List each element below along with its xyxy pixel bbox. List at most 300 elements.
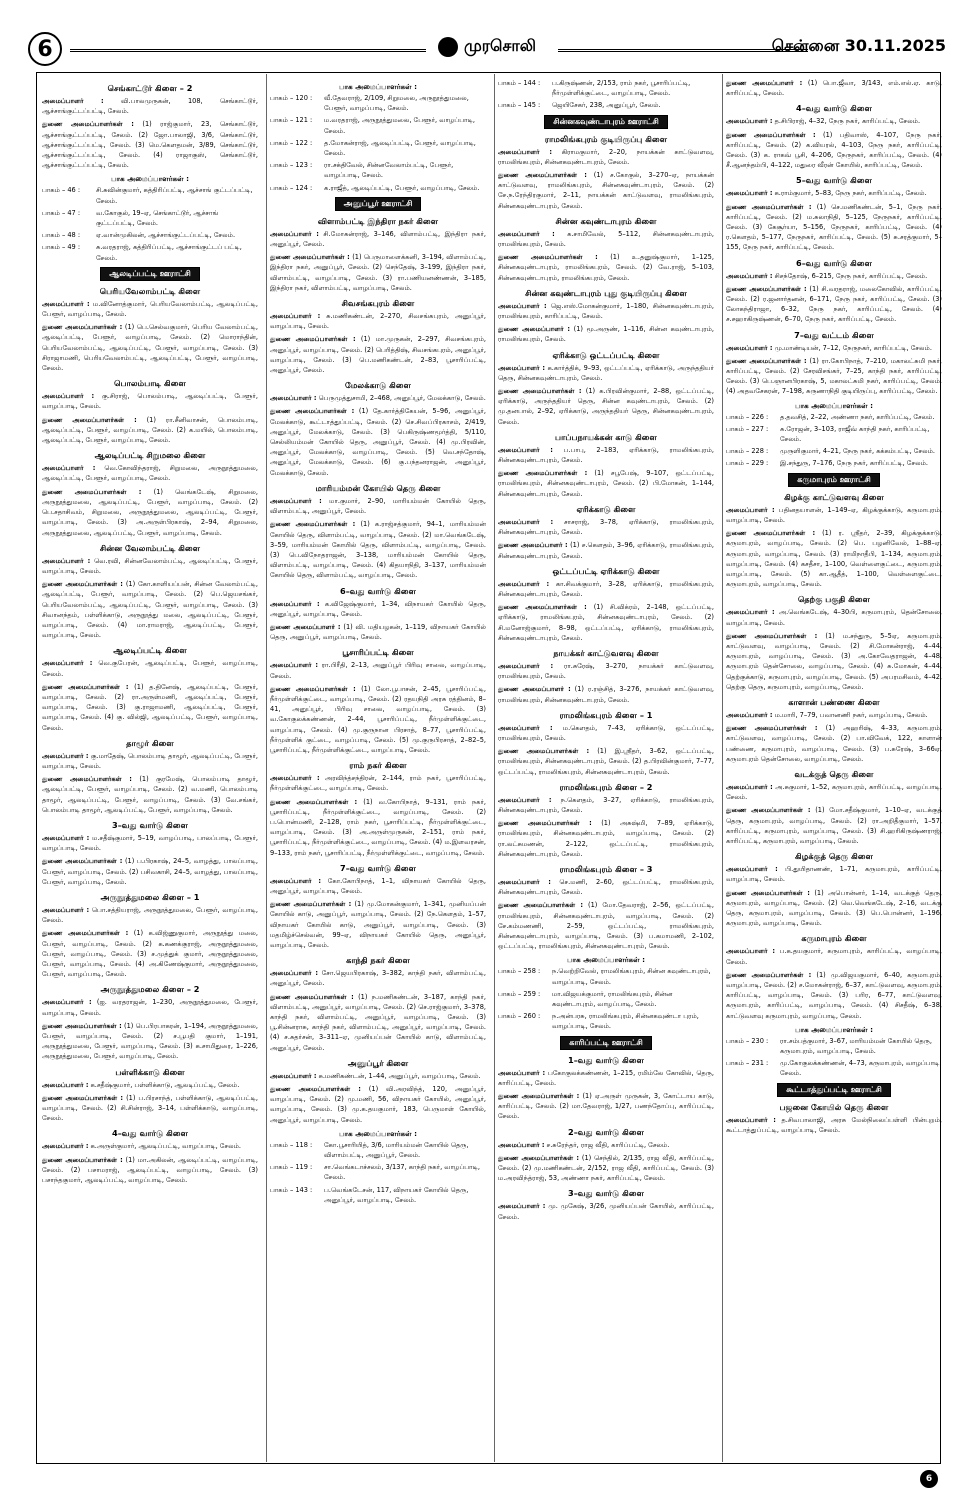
booth-number: பாகம் – 122 : (270, 138, 313, 147)
role-label: துணை அமைப்பாளர்கள் : (42, 415, 137, 424)
booth-details: த.மோகன்ராஜ், ஆலடிப்பட்டி, பேளூர், வாழப்பாடி, சேலம். (324, 138, 476, 158)
subheading: பாக அமைப்பாளர்கள் : (795, 1024, 873, 1034)
role-label: அமைப்பாளர் : (42, 556, 91, 565)
booth-details: ஜெயிசேகர், 238, அனுப்பூர், சேலம். (552, 101, 661, 110)
member-details: கோ.கோபிநாத், 1–1, விநாயகர் கோயில் தெரு, அனுப்பூர், வாழப்பாடி, சேலம். (270, 876, 486, 895)
booth-details: சு.ரோஜன், 3–103, ராஜீவ் காந்தி நகர், காரிப்பட்டி, சேலம். (780, 424, 930, 444)
member-details: பொ.சத்தியராஜ், அருநூத்துமலை, பேளூர், வாழப்பாடி, சேலம். (42, 905, 258, 925)
role-label: துணை அமைப்பாளர்கள் : (726, 284, 807, 293)
booth-entry (498, 989, 714, 1009)
member-details: (1) ரா.சீனிவாசன், பொலம்பாடி, ஆலடிப்பட்டி, பேளூர், வாழப்பாடி, சேலம். (2) க.மயில், பொலம்பாடி, ஆலடிப்பட்டி, பேளூர், வாழப்பாடி, சேலம். (42, 415, 258, 445)
booth-details: ப.கிருஷ்ணன், 2/153, ராம் நகர், பூசாரிப்பட்டி, நீர்முள்ளிக்குட்டை, வாழப்பாடி, சேலம். (552, 79, 691, 98)
booth-number: பாகம் – 226 : (726, 412, 769, 421)
subheading: பாக அமைப்பாளர்கள் : (111, 174, 189, 184)
member-details: (1) உ.தனுஷ்குமார், 1–125, சின்னகவுண்டாபுரம், ராமலிங்கபுரம், சேலம். (2) வே.ராஜ், 5–103, சின்னகவுண்டாபுரம், ராமலிங்கபுரம், சேலம். (498, 253, 714, 282)
masthead-rule-left (70, 49, 426, 52)
role-label: அமைப்பாளர் : (726, 189, 773, 198)
role-label: அமைப்பாளர் : (270, 229, 319, 238)
member-paragraph (42, 751, 258, 771)
member-details: பி.துயிதாணண், 1–71, கருமாபுரம், காரிப்பட்டி, வாழப்பாடி, சேலம். (726, 865, 942, 884)
role-label: அமைப்பாளர் : (42, 1080, 89, 1089)
role-label: துணை அமைப்பாளர் : (726, 79, 803, 87)
panchayat-banner: ஆலடிப்பட்டி ஊராட்சி (100, 267, 200, 281)
footer-page-number: 6 (920, 1470, 938, 1488)
branch-title: கருமாபுரம் கிளை (801, 933, 867, 944)
member-details: கு.சிராஜ், பொலம்பாடி, ஆலடிப்பட்டி, பேளூர், வாழப்பாடி, சேலம். (42, 392, 258, 411)
booth-number: பாகம் – 145 : (498, 101, 541, 110)
member-paragraph (42, 1093, 258, 1124)
member-details: (1) ப.பிரசாந்த், பள்ளிக்காடு, ஆலடிப்பட்டி, வாழப்பாடி, சேலம். (2) சி.சின்ராஜ், 3–14, பள்ளிக்காடு, வாழப்பாடி, சேலம். (42, 1093, 258, 1123)
branch-title: ஏரிக்காடு கிளை (576, 503, 636, 514)
role-label: துணை அமைப்பாளர்கள் : (726, 356, 807, 365)
branch-title: 5–வது வார்டு கிளை (796, 175, 872, 186)
member-details: (1) வெங்கடேஷ், சிறுமலை, அருநூத்துமலை, ஆலடிப்பட்டி, பேளூர், வாழப்பாடி, சேலம். (2) பெ.சதாசிவம், சிறுமலை, அருநூத்துமலை, ஆலடிப்பட்டி, பேளூர், வாழப்பாடி, சேலம். (3) அ.அருள்பிரகாஷ், 2–94, சிறுமலை, அருநூத்துமலை, ஆலடிப்பட்டி, பேளூர், வாழப்பாடி, சேலம். (42, 487, 258, 537)
booth-number: பாகம் – 259 : (498, 989, 541, 998)
member-paragraph (498, 795, 714, 815)
booth-details: ரா.சக்திவேல், சின்னவேலாம்பட்டி, பேளூர், வாழப்பாடி, சேலம். (324, 161, 454, 180)
member-details: க.ராம்குமார், 5–83, நேரு நகர், காரிப்பட்டி, சேலம். (774, 189, 927, 198)
member-details: (1) பெ.பிரபாகரன், 1–194, அருநூத்துமலை, பேளூர், வாழப்பாடி, சேலம். (2) ச.பூபதி குமார், 1–191, அருநூத்துமலை, பேளூர், வாழப்பாடி, சேலம். (3) க.சாமிதுரை, 1–226, அருநூத்துமலை, பேளூர், வாழப்பாடி, சேலம். (42, 1021, 258, 1061)
member-details: (1) கோ.காளியப்பன், சின்ன வேலாம்பட்டி, ஆலடிப்பட்டி, பேளூர், வாழப்பாடி, சேலம். (2) பெ.ஜெயசங்கர், பெரியவேலாம்பட்டி, ஆலடிப்பட்டி, பேளூர், வாழப்பாடி, சேலம். (3) சிவானந்தம், பள்ளிக்காடு, அருநூத்து மலை, ஆலடிப்பட்டி, பேளூர், வாழப்பாடி, சேலம். (4) மா.ராமராஜ், ஆலடிப்பட்டி, பேளூர், வாழப்பாடி, சேலம். (42, 580, 258, 640)
role-label: அமைப்பாளர் : (726, 865, 778, 874)
booth-entry (270, 183, 486, 193)
branch-title: ராமலிங்கபுரம் கிளை – 3 (559, 863, 653, 874)
member-details: (1) செ.மணிகண்டன், 5–1, நேரு நகர், காரிப்பட்டி, சேலம். (2) ம.சுலாநிதி, 5–125, நேருநகர், காரிப்பட்டி, சேலம். (3) கேசூர்யா, 5–156, நேருநகர், காரிப்பட்டி, சேலம். (4) ர.கௌதம், 5–177, நேருநகர், காரிப்பட்டி, சேலம். (5) சு.சரத்குமார், 5–155, நேரு நகர், காரிப்பட்டி, சேலம். (726, 202, 942, 252)
member-details: (1) ந.மணிகண்டன், 3–187, காந்தி நகர், விளாம்பட்டி, அனுப்பூர், வாழப்பாடி, சேலம். (2) செ.ராஜ்குமார், 3–378, காந்தி நகர், விளாம்பட்டி, அனுப்பூர், வாழப்பாடி, சேலம். (3) பூ.சின்னராசு, காந்தி நகர், விளாம்பட்டி, அனுப்பூர், வாழப்பாடி, சேலம். (4) ச.சுதர்சன், 3–311–ஏ, முனியப்பன் கோயில் காடு, விளாம்பட்டி, அனுப்பூர், சேலம். (270, 992, 486, 1052)
member-details: (1) மூ.அருண், 1–116, சின்ன கவுண்டாபுரம், ராமலிங்கபுரம், சேலம். (498, 325, 714, 344)
branch-title: அனுப்பூர் கிளை (347, 1057, 409, 1068)
role-label: அமைப்பாளர் : (498, 1202, 546, 1211)
role-label: அமைப்பாளர் : (270, 394, 317, 403)
subheading: பாக அமைப்பாளர்கள் : (795, 400, 873, 410)
column-2 (270, 78, 486, 1458)
role-label: அமைப்பாளர் : (498, 1140, 545, 1149)
panchayat-banner: கருமாபுரம் ஊராட்சி (788, 473, 879, 487)
member-details: வெ.ரவி, சின்னவேலாம்பட்டி, ஆலடிப்பட்டி, பேளூர், வாழப்பாடி, சேலம். (42, 556, 258, 575)
role-label: துணை அமைப்பாளர்கள் : (42, 120, 134, 129)
branch-title: சின்ன கவுண்டாபுரம் புது குடியிருப்பு கிளை (525, 287, 687, 298)
branch-title: சின்ன வேலாம்பட்டி கிளை (99, 542, 201, 553)
member-paragraph (270, 1071, 486, 1081)
booth-number: பாகம் – 144 : (498, 79, 541, 87)
member-paragraph (270, 519, 486, 580)
member-paragraph (498, 579, 714, 599)
branch-title: 7–வது வார்டு கிளை (340, 862, 416, 873)
branch-title: விளாம்பட்டி இந்திரா நகர் கிளை (317, 215, 439, 226)
booth-entry (42, 242, 258, 262)
booth-entry (270, 1185, 486, 1205)
member-details: ஜெ.எஸ்.மோகன்குமார், 1–180, சின்னகவுண்டாபுரம், ராமலிங்கபுரம், காரிப்பட்டி, சேலம். (498, 301, 714, 321)
column-separator (266, 74, 267, 1462)
branch-title: 3–வது வார்டு கிளை (112, 819, 188, 830)
booth-details: வீ.தேவராஜ், 2/109, சிறுமலை, அருநூத்துமலை, பேளூர், வாழப்பாடி, சேலம். (324, 94, 469, 113)
newspaper-name: முரசொலி (464, 36, 536, 55)
member-paragraph (498, 301, 714, 321)
member-paragraph (42, 487, 258, 538)
role-label: துணை அமைப்பாளர்கள் : (498, 603, 587, 612)
member-details: செ.மணி, 2–60, ஒட்டப்பட்டி, ராமலிங்கபுரம், சின்னகவுண்டாபுரம், சேலம். (498, 877, 714, 897)
member-paragraph (498, 468, 714, 499)
member-paragraph (498, 746, 714, 777)
booth-entry (726, 446, 942, 456)
member-paragraph (726, 528, 942, 589)
member-paragraph (498, 684, 714, 704)
member-paragraph (42, 658, 258, 678)
booth-entry (42, 185, 258, 205)
role-label: அமைப்பாளர் : (498, 517, 554, 526)
member-details: (1) மு.விஜயகுமார், 6–40, கருமாபுரம், வாழப்பாடி, சேலம். (2) ச.மோகன்ராஜ், 6–37, காட்டுவளவு, கருமாபுரம், காரிப்பட்டி, வாழப்பாடி, சேலம். (3) பரிர, 6–77, காட்டுவளவு, கருமாபுரம், காரிப்பட்டி, வாழப்பாடி, சேலம். (4) சிசதீஷ், 6–38, காட்டுவளவு கருமாபுரம், வாழப்பாடி, சேலம். (726, 970, 942, 1020)
member-paragraph (42, 463, 258, 483)
role-label: துணை அமைப்பாளர் : (270, 622, 341, 631)
branch-title: மேலக்காடு கிளை (345, 380, 411, 391)
member-details: க.சதீஷ்குமார், பள்ளிக்காடு, ஆலடிப்பட்டி, சேலம். (90, 1080, 240, 1089)
member-paragraph (498, 661, 714, 681)
role-label: அமைப்பாளர் : (498, 229, 555, 238)
booth-number: பாகம் – 120 : (270, 94, 313, 102)
member-details: அ.வெங்கடேஷ், 4–30பி, கருமாபுரம், தென்சோலை, வாழப்பாடி, சேலம். (726, 608, 942, 627)
branch-title: 3–வது வார்டு கிளை (568, 1188, 644, 1199)
member-details: மு.மாண்டியன், 7–12, நேருநகர், காரிப்பட்டி, சேலம். (774, 343, 932, 352)
member-paragraph (726, 1115, 942, 1135)
member-details: பகோகுலக்கண்ணன், 1–215, ரமிம்லே கோவில், தெரு, காரிப்பட்டி, சேலம். (498, 1068, 714, 1087)
column-4 (726, 78, 942, 1458)
column-separator (722, 74, 723, 1462)
member-details: ந.கௌதம், 3–27, ஏரிக்காடு, ராமலிங்கபுரம், சின்னகவுண்டாபுரம், சேலம். (498, 795, 714, 814)
role-label: அமைப்பாளர் : (726, 117, 773, 126)
branch-title: அருநூத்துமலை கிளை – 1 (100, 891, 200, 902)
booth-entry (42, 208, 258, 228)
member-paragraph (498, 147, 714, 167)
member-paragraph (726, 505, 942, 525)
member-paragraph (726, 116, 942, 126)
member-paragraph (498, 1091, 714, 1122)
member-paragraph (42, 856, 258, 887)
member-paragraph (270, 992, 486, 1053)
member-paragraph (498, 818, 714, 859)
branch-title: காளான் பண்ணை கிளை (788, 696, 880, 707)
branch-title: பாப்பநாயக்கன் காடு கிளை (555, 431, 657, 442)
member-paragraph (726, 631, 942, 692)
member-paragraph (42, 682, 258, 733)
member-details: (1) க.பிரவின்குமார், 2–88, ஒட்டப்பட்டி, ஏரிக்காடு, அருந்ததியர் தெரு, சின்ன கவுண்டாபுரம், சேலம். (2) மு.தனபால், 2–92, ஏரிக்காடு, அருந்ததியர் தெரு, சின்னகவுண்டாபுரம், சேலம். (498, 387, 714, 426)
member-details: சிசந்தோஷ், 6–215, நேரு நகர், காரிப்பட்டி, சேலம். (774, 271, 928, 280)
member-details: (1) சி.விக்ரம், 2–148, ஒட்டப்பட்டி, ஏரிக்காடு, ராமலிங்கபுரம், சின்னகவுண்டாபுரம், சேலம். (2) சி.மனோஜ்குமார், 8–98, ஒட்டப்பட்டி, ஏரிக்காடு, ராமலிங்கபுரம், சின்னகவுண்டாபுரம், சேலம். (498, 603, 714, 642)
member-paragraph (726, 284, 942, 325)
member-details: (1) ரா.கோபிநாத், 7–210, மகாலட்சுமி நகர், காரிப்பட்டி, சேலம். (2) சேரவிசங்கர், 7–25, காந்தி நகர், காரிப்பட்டி, சேலம். (3) பெ.ஞானபிரகாஷ், 5, மகாலட்சுமி நகர், காரிப்பட்டி, சேலம். (4) அதவசேகரன், 7–198, சுருணாநிதி குடியிருப்பு, காரிப்பட்டி, சேலம். (726, 356, 942, 396)
branch-title: 6–வது வார்டு கிளை (340, 585, 416, 596)
role-label: அமைப்பாளர் : (726, 947, 775, 956)
booth-number: பாகம் – 121 : (270, 116, 313, 125)
member-paragraph (270, 660, 486, 680)
role-label: அமைப்பாளர் : (726, 1115, 776, 1124)
member-paragraph (726, 946, 942, 966)
branch-title: 6–வது வார்டு கிளை (796, 257, 872, 268)
member-details: (1) பதிவாஸ், 4–107, நேரு நகர், காரிப்பட்டி, சேலம். (2) க.வியரல், 4–103, நேரு நகர், காரிப்பட்டி, சேலம். (3) க. ராகவ் பூசி, 4–206, நேருநகர், காரிப்பட்டி, சேலம். (4) சீ.ஆனந்தம்பி, 4–122, மதுரை வீரன் கோயில், காரிப்பட்டி, சேலம். (726, 130, 942, 170)
role-label: அமைப்பாளர் : (42, 97, 104, 105)
member-paragraph (498, 229, 714, 249)
member-paragraph (726, 78, 942, 98)
member-details: (1) ராஜ்குமார், 23, செங்காட்டூர், ஆச்சாங்குட்டப்பட்டி, சேலம். (2) ஜோ.பாலாஜி, 3/6, செங்காட்டூர், ஆச்சாங்குட்டப்பட்டி, சேலம். (3) மெ.கௌதமன், 3/89, செங்காட்டூர், ஆச்சாங்குட்டப்பட்டி, சேலம். (4) ராஜாகுஸ், செங்காட்டூர், ஆச்சாங்குட்டப்பட்டி, சேலம். (42, 120, 258, 170)
role-label: அமைப்பாளர் : (42, 464, 96, 473)
member-paragraph (498, 445, 714, 465)
booth-number: பாகம் – 48 : (42, 231, 81, 240)
member-details: (1) சபூபேஷ், 9–107, ஒட்டப்பட்டி, ராமலிங்கபுரம், சின்னகவுண்டாபுரம், சேலம். (2) பி.மோகன், 1–144, சின்னகவுண்டாபுரம், சேலம். (498, 469, 714, 498)
member-details: (1) பெ.செல்வகுமார், பெரிய வேலாம்பட்டி, ஆலடிப்பட்டி, பேளூர், வாழப்பாடி, சேலம். (2) மொராந்தின், பெரியவேலாம்பட்டி, ஆலடிப்பட்டி, பேளூர், வாழப்பாடி, சேலம். (3) சிராஜாமணி, பெரியவேலாம்பட்டி, ஆலடிப்பட்டி, பேளூர், வாழப்பாடி, சேலம். (42, 323, 258, 373)
role-label: துணை அமைப்பாளர்கள் : (726, 724, 818, 733)
member-details: க.அருள்குமார், ஆலடிப்பட்டி, வாழப்பாடி, சேலம். (90, 1142, 242, 1151)
role-label: துணை அமைப்பாளர்கள் : (270, 1085, 361, 1094)
branch-title: 7–வது வட்டம் கிளை (794, 329, 874, 340)
member-details: (1) ர.ரஞ்சித், 3–276, நாயக்கர் காட்டுவளவு, ராமலிங்கபுரம், சின்னகவுண்டாபுரம், சேலம். (498, 685, 714, 704)
member-paragraph (498, 540, 714, 560)
panchayat-banner: அனுப்பூர் ஊராட்சி (335, 197, 422, 211)
role-label: துணை அமைப்பாளர்கள் : (42, 1021, 122, 1030)
role-label: அமைப்பாளர் : (42, 905, 90, 914)
member-details: பெருமுத்துசாமி, 2–468, அனுப்பூர், மேலக்காடு, சேலம். (318, 394, 486, 403)
masthead (28, 30, 946, 70)
role-label: துணை அமைப்பாளர்கள் : (42, 682, 129, 691)
member-paragraph (42, 1141, 258, 1151)
member-details: (1) க.ராஜ்சத்குமார், 94–1, மாரியம்மன் கோயில் தெரு, விளாம்பட்டி, வாழப்பாடி, சேலம். (2) மா.வெங்கடேஷ், 3–59, மாரியம்மன் கோயில் தெரு, விளாம்பட்டி, வாழப்பாடி, சேலம். (3) பெ.விநோதராஜன், 3–138, மாரியம்மன் கோயில் தெரு, விளாம்பட்டி, வாழப்பாடி, சேலம். (4) கிதயாநிதி, 3–137, மாரியம்மன் கோயில் தெரு, விளாம்பட்டி, வாழப்பாடி, சேலம். (270, 520, 486, 580)
branch-title: அருநூத்துமலை கிளை – 2 (100, 984, 200, 995)
booth-number: பாகம் – 123 : (270, 161, 313, 170)
member-paragraph (270, 599, 486, 619)
role-label: அமைப்பாளர் : (270, 599, 320, 608)
role-label: அமைப்பாளர் : (42, 659, 93, 668)
booth-details: ந.வெற்றிவேல், ராமலிங்கபுரம், சின்ன கவுண்டாபுரம், வாழப்பாடி, சேலம். (552, 967, 711, 986)
branch-title: பூசாரிப்பட்டி கிளை (342, 647, 414, 658)
booth-details: த.தவசித், 2–22, அண்ணா நகர், காரிப்பட்டி, சேலம். (780, 412, 935, 421)
member-details: (1) வி. மதியழகன், 1–119, விநாயகர் கோயில் தெரு, அனுப்பூர், வாழப்பாடி, சேலம். (270, 622, 486, 642)
booth-details: ஏ.வான்முகிலன், ஆச்சாங்குட்டப்பட்டி, சேலம். (96, 231, 236, 240)
branch-title: ஆலடிப்பட்டி சிறுமலை கிளை (94, 450, 206, 461)
role-label: துணை அமைப்பாளர்கள் : (42, 487, 142, 496)
booth-entry (270, 160, 486, 180)
role-label: துணை அமைப்பாளர்கள் : (42, 1093, 124, 1102)
role-label: அமைப்பாளர் : (270, 312, 321, 321)
branch-title: ஆலடிப்பட்டி கிளை (113, 645, 187, 656)
booth-number: பாகம் – 228 : (726, 447, 769, 456)
role-label: துணை அமைப்பாளர்கள் : (498, 469, 588, 478)
booth-entry (270, 115, 486, 135)
member-paragraph (498, 252, 714, 283)
role-label: துணை அமைப்பாளர்கள் : (726, 970, 812, 979)
role-label: அமைப்பாளர் : (726, 505, 775, 514)
booth-details: ம.வரதராஜ், அருநூத்துமலை, பேளூர், வாழப்பாடி, சேலம். (324, 116, 475, 135)
member-details: (1) பெருமாளைக்கனி, 3–194, விளாம்பட்டி, இந்திரா நகர், அனுப்பூர், சேலம். (2) செந்தேஷ், 3–199, இந்திரா நகர், விளாம்பட்டி, வாழப்பாடி, சேலம். (3) ரா.பணியனண்ணன், 3–185, இந்திரா நகர், விளாம்பட்டி, வாழப்பாடி, சேலம். (270, 253, 486, 292)
member-paragraph (726, 805, 942, 846)
member-details: கிராமகுமார், 2–20, நாயக்கன் காட்டுவளவு, ராமலிங்கபுரம், சின்னகவுண்டாபுரம், சேலம். (498, 147, 714, 166)
member-details: சி.மோகன்ராஜ், 3–146, விளாம்பட்டி, இந்திரா நகர், அனுப்பூர், சேலம். (270, 229, 486, 249)
member-details: (1) தே.கார்த்திகேயன், 5–96, அனுப்பூர், மேலக்காடு, கூட்டாத்துப்பட்டி, சேலம். (2) செ.சிவப்பிரகாசம், 2/419, அனுப்பூர், மேலக்காடு, சேலம். (3) பெகிருஷ்ணமூர்த்தி, 5/110, செல்லியம்மன் கோயில் தெரு, அனுப்பூர், சேலம். (4) மு.பிரவின், அனுப்பூர், மேலக்காடு, வாழப்பாடி, சேலம். (5) வெ.சந்தோஷ், அனுப்பூர், மேலக்காடு, சேலம். (6) கு.பந்தனராஜன், அனுப்பூர், மேலக்காடு, சேலம். (270, 407, 486, 477)
branch-title: தாழூர் கிளை (126, 737, 174, 748)
booth-number: பாகம் – 49 : (42, 243, 81, 252)
branch-title: பொலம்பாடி கிளை (114, 378, 186, 389)
booth-number: பாகம் – 231 : (726, 1059, 769, 1068)
booth-number: பாகம் – 229 : (726, 459, 769, 468)
role-label: துணை அமைப்பாளர்கள் : (498, 171, 587, 180)
member-paragraph (726, 130, 942, 171)
role-label: அமைப்பாளர் : (726, 608, 775, 617)
booth-number: பாகம் – 260 : (498, 1012, 541, 1021)
branch-title: செங்காட்டூர் கிளை – 2 (107, 83, 193, 93)
member-details: (1) ச.கோகுல், 3–270–ஏ, நாயக்கன் காட்டுவளவு, ராமலிங்கபுரம், சின்னகவுண்டாபுரம், சேலம். (2) சே.ந.ரேந்திரகுமார், 2–11, நாயக்கன் காட்டுவளவு, ராமலிங்கபுரம், சின்னகவுண்டாபுரம், சேலம். (498, 171, 714, 210)
booth-entry (726, 1058, 942, 1078)
member-paragraph (726, 188, 942, 198)
member-details: க.சாமிவேல், 5–112, சின்னகவுண்டாபுரம், ராமலிங்கபுரம், சேலம். (498, 229, 714, 249)
booth-details: ப.வெங்கடேசன், 117, விநாயகர் கோயில் தெரு, அனுப்பூர், வாழப்பாடி, சேலம். (324, 1185, 469, 1204)
role-label: துணை அமைப்பாளர்கள் : (498, 253, 598, 262)
booth-entry (726, 424, 942, 444)
member-details: சாசராஜ், 3–78, ஏரிக்காடு, ராமலிங்கபுரம், சின்னகவுண்டாபுரம், சேலம். (498, 517, 714, 537)
branch-title: வடக்குத் தெரு கிளை (794, 768, 874, 779)
member-paragraph (270, 773, 486, 793)
role-label: அமைப்பாளர் : (498, 661, 554, 670)
member-details: (1) பொ.ஜீவா, 3/143, எம்.எல்.ஏ. காடு, காரிப்பட்டி, சேலம். (726, 79, 942, 98)
branch-title: நாயக்கர் காட்டுவளவு கிளை (553, 647, 659, 658)
member-details: அரவிந்த்சந்திரன், 2–144, ராம் நகர், பூசாரிப்பட்டி, நீர்முள்ளிக்குட்டை, வாழப்பாடி, சேலம். (270, 774, 486, 793)
member-paragraph (726, 202, 942, 253)
column-1 (42, 78, 258, 1458)
logo-icon (438, 37, 458, 57)
member-paragraph (726, 970, 942, 1021)
booth-number: பாகம் – 118 : (270, 1140, 313, 1149)
booth-entry (498, 100, 714, 110)
role-label: அமைப்பாளர் : (270, 661, 318, 670)
member-paragraph (270, 229, 486, 249)
member-details: ப.க.தயகுமார், கருமாபுரம், காரிப்பட்டி, வாழப்பாடி, சேலம். (726, 947, 942, 966)
role-label: அமைப்பாளர் : (42, 751, 89, 760)
member-details: ம.கௌதம், 7–43, ஏரிக்காடு, ஒட்டப்பட்டி, ராமலிங்கபுரம், சேலம். (498, 723, 714, 742)
role-label: அமைப்பாளர் : (42, 299, 90, 308)
role-label: அமைப்பாளர் : (270, 969, 318, 978)
member-details: ம.சதீஷ்குமார், 5–19, வாழப்பாடி, பாலப்பாடி, பேளூர், வாழப்பாடி, சேலம். (42, 833, 258, 853)
dateline: சென்னை 30.11.2025 (771, 36, 946, 55)
member-paragraph (270, 393, 486, 403)
member-paragraph (726, 271, 942, 281)
role-label: துணை அமைப்பாளர்கள் : (42, 857, 123, 866)
member-paragraph (498, 723, 714, 743)
role-label: துணை அமைப்பாளர்கள் : (498, 1092, 580, 1101)
booth-number: பாகம் – 227 : (726, 424, 769, 433)
role-label: துணை அமைப்பாளர்கள் : (270, 520, 356, 529)
member-paragraph (270, 496, 486, 516)
member-paragraph (726, 356, 942, 397)
member-paragraph (42, 1021, 258, 1062)
member-paragraph (42, 322, 258, 373)
branch-title: 1–வது வார்டு கிளை (568, 1054, 644, 1065)
member-paragraph (498, 1153, 714, 1184)
member-paragraph (42, 905, 258, 925)
booth-entry (270, 93, 486, 113)
role-label: அமைப்பாளர் : (498, 147, 553, 156)
member-paragraph (726, 782, 942, 802)
member-details: ரா.சுரேஷ், 3–270, நாயக்கர் காட்டுவளவு, ராமலிங்கபுரம், சேலம். (498, 661, 714, 681)
booth-entry (270, 1140, 486, 1160)
branch-title: தெற்கு பகுதி கிளை (797, 594, 871, 605)
member-details: (1) ம.சந்துரு, 5–5ஏ, கருமாபுரம், காட்டுவளவு, வாழப்பாடி, சேலம். (2) சி.மோகன்ராஜ், 4–44, கருமாபுரம், வாழப்பாடி, சேலம். (3) அ.கோவேதராஜன், 4–48, கருமாபுரம் தென்சோலை, வாழப்பாடி, சேலம். (4) சு.மோகன், 4–44, தெற்குக்காடு, கருமாபுரம், வாழப்பாடி, சேலம். (5) அபரமசிவம், 4–42, தெற்கு தெரு, கருமாபுரம், வாழப்பாடி, சேலம். (726, 631, 942, 691)
masthead-rule-right (558, 49, 808, 52)
role-label: அமைப்பாளர் : (270, 876, 322, 885)
member-details: கா.சிவக்குமார், 3–28, ஏரிக்காடு, ராமலிங்கபுரம், சின்னகவுண்டாபுரம், சேலம். (498, 579, 714, 598)
member-details: (1) அசுஷ்மி, 7–89, ஏரிக்காடு, ராமலிங்கபுரம், சின்னகவுண்டாபுரம், வாழப்பாடி, சேலம். (2) ரா.லட்சுமணன், 2–122, ஒட்டப்பட்டி, ராமலிங்கபுரம், சின்னகவுண்டாபுரம், சேலம். (498, 819, 714, 858)
subheading: பாக அமைப்பாளர்கள் : (339, 1128, 417, 1138)
branch-title: பஜனை கோயில் தெரு கிளை (779, 1101, 889, 1112)
member-paragraph (498, 877, 714, 897)
member-paragraph (726, 864, 942, 884)
member-details: (1) குரமேஷ், பொலம்பாடி தாழூர், ஆலடிப்பட்டி, பேளூர், வாழப்பாடி, சேலம். (2) வ.மணி, பொலம்பாடி தாழூர், ஆலடிப்பட்டி, பேளூர், வாழப்பாடி, சேலம். (3) வே.சங்கர், பொலம்பாடி தாழூர், ஆலடிப்பட்டி, பேளூர், வாழப்பாடி, சேலம். (42, 775, 258, 814)
member-paragraph (498, 363, 714, 383)
member-paragraph (42, 1080, 258, 1090)
role-label: துணை அமைப்பாளர்கள் : (726, 202, 812, 211)
role-label: அமைப்பாளர் : (42, 392, 95, 401)
member-details: மு. முகேஷ், 3/26, முனியப்பன் கோயில், காரிப்பட்டி, சேலம். (498, 1202, 714, 1221)
member-paragraph (726, 888, 942, 929)
member-details: த.சிபிராஜ், 4–32, நேரு நகர், காரிப்பட்டி, சேலம். (774, 117, 921, 126)
role-label: துணை அமைப்பாளர்கள் : (270, 797, 358, 806)
booth-number: பாகம் – 258 : (498, 967, 541, 976)
branch-title: கிழக்கு காட்டுவளவு கிளை (784, 491, 884, 502)
role-label: அமைப்பாளர் : (498, 1068, 546, 1077)
booth-number: பாகம் – 47 : (42, 208, 81, 217)
member-details: பதினதயாளன், 1–149–ஏ, கிழக்குக்காடு, கருமாபுரம், வாழப்பாடி, சேலம். (726, 505, 942, 524)
booth-entry (498, 1011, 714, 1031)
branch-title: கிழக்குத் தெரு கிளை (795, 851, 873, 862)
member-details: கு.மாதேஷ், பொலம்பாடி தாழூர், ஆலடிப்பட்டி, பேளூர், வாழப்பாடி, சேலம். (42, 751, 258, 770)
branch-title: 2–வது வார்டு கிளை (568, 1126, 644, 1137)
member-details: வெ.கோவிந்தராஜ், சிறுமலை, அருநூத்துமலை, ஆலடிப்பட்டி, பேளூர், வாழப்பாடி, சேலம். (42, 464, 258, 483)
role-label: துணை அமைப்பாளர்கள் : (270, 684, 356, 693)
role-label: துணை அமைப்பாளர் : (498, 685, 571, 694)
role-label: துணை அமைப்பாளர் : (498, 325, 571, 334)
role-label: அமைப்பாளர் : (270, 1071, 317, 1080)
panchayat-banner: காரிப்பட்டி ஊராட்சி (560, 1036, 652, 1050)
booth-details: மா.விஜயக்குமார், ராமலிங்கபுரம், சின்ன கவுண்டாபுரம், வாழப்பாடி, சேலம். (552, 989, 673, 1008)
member-paragraph (270, 797, 486, 858)
member-details: (1) அஹரிஷ், 4–33, கருமாபுரம், காட்டுவளவு, வாழப்பாடி, சேலம். (2) பா.விவேக், 122, காளான் பண்ணை, கருமாபுரம், வாழப்பாடி, சேலம். (3) ப.சுரேஷ், 3–66ஏ, கருமாபுரம் தென்சோலை, வாழப்பாடி, சேலம். (726, 724, 942, 763)
member-paragraph (726, 723, 942, 764)
member-details: ரா.பிரீதி, 2–13, அனுப்பூர் பிரிவு சாலை, வாழப்பாடி, சேலம். (270, 661, 486, 680)
member-paragraph (498, 324, 714, 344)
booth-details: வ.கோகுல், 19–ஏ, செங்காட்டூர், ஆச்சாங் குட்டப்பட்டி, சேலம். (96, 208, 219, 228)
member-details: (1) க.விஜ்ணுகுமார், அருநூத்து மலை, பேளூர், வாழப்பாடி, சேலம். (2) க.கணக்குராஜ், அருநூத்துமலை, பேளூர், வாழப்பாடி, சேலம். (3) ச.முத்துக் குமார், அருநூத்துமலை, பேளூர், வாழப்பாடி, சேலம். (4) அ.கிணேஷ்குமார், அருநூத்துமலை, பேளூர், வாழப்பாடி, சேலம். (42, 929, 258, 979)
member-details: சு.மணிகண்டன், 2–270, சிவசங்கபுரம், அனுப்பூர், வாழப்பாடி, சேலம். (270, 312, 486, 331)
member-paragraph (498, 1068, 714, 1088)
member-details: (1) வி.அரவிந்த், 120, அனுப்பூர், வாழப்பாடி, சேலம். (2) மு.மணி, 56, விநாயகர் கோயில், அனுப்பூர், வாழப்பாடி, சேலம். (3) மு.க.தயகுமார், 183, பெருமாள் கோயில், அனுப்பூர், வாழப்பாடி, சேலம். (270, 1085, 486, 1124)
role-label: துணை அமைப்பாளர்கள் : (42, 580, 123, 589)
member-details: (1) சி.வரதராஜ், மலைகோவில், காரிப்பட்டி, சேலம். (2) ர.ஜனார்தனன், 6–171, நேரு நகர், காரிப்பட்டி, சேலம். (3) லோகந்திராஜா, 6–32, நேரு நகர், காரிப்பட்டி, சேலம். (4) ச.சஹாகிருஷ்ணன், 6–70, நேரு நகர், காரிப்பட்டி, சேலம். (726, 284, 942, 324)
member-details: மா.குமார், 2–90, மாரியம்மன் கோயில் தெரு, விளாம்பட்டி, அனுப்பூர், சேலம். (270, 496, 486, 516)
booth-number: பாகம் – 143 : (270, 1185, 313, 1194)
member-paragraph (270, 684, 486, 755)
role-label: துணை அமைப்பாளர்கள் : (270, 992, 354, 1001)
booth-entry (42, 230, 258, 240)
member-details: (1) ச.கௌதம், 3–96, ஏரிக்காடு, ராமலிங்கபுரம், சின்னகவுண்டாபுரம், சேலம். (498, 541, 714, 560)
booth-details: ரா.சம்பத்குமார், 3–67, மாரியம்மன் கோயில் தெரு, கருமாபுரம், வாழப்பாடி, சேலம். (780, 1036, 932, 1056)
member-details: (1) மு.மோகன்குமார், 1–341, முனியப்பன் கோயில் காடு, அனுப்பூர், வாழப்பாடி, சேலம். (2) நே.கௌதம், 1–57, விநாயகர் கோயில் காடு, அனுப்பூர், வாழப்பாடி, சேலம். (3) மதமிழ்ச்செல்வன், 99–ஏ, விநாயகர் கோயில் தெரு, அனுப்பூர், வாழப்பாடி, சேலம். (270, 900, 486, 949)
branch-title: சின்ன கவுண்டாபுரம் கிளை (555, 215, 657, 226)
role-label: துணை அமைப்பாளர்கள் : (42, 323, 123, 332)
role-label: அமைப்பாளர் : (42, 998, 92, 1007)
member-paragraph (726, 607, 942, 627)
member-paragraph (270, 334, 486, 375)
member-details: (1) வ.கோபிநாத், 9–131, ராம் நகர், பூசாரிப்பட்டி, நீர்முள்ளிக்குட்டை, வாழப்பாடி, சேலம். (2) ப.பொன்மணி, 2–128, ராம் நகர், பூசாரிப்பட்டி, நீர்முள்ளிக்குட்டை, வாழப்பாடி, சேலம். (3) அ.அருள்முருகன், 2–151, ராம் நகர், பூசாரிப்பட்டி, நீர்முள்ளிக்குட்டை, வாழப்பாடி, சேலம். (4) ம.இளவரசன், 9–133, ராம் நகர், பூசாரிப்பட்டி, நீர்முள்ளிக்குட்டை, வாழப்பாடி, சேலம். (270, 797, 486, 857)
member-paragraph (498, 1140, 714, 1150)
member-details: சு.மணிகண்டன், 1–44, அனுப்பூர், வாழப்பாடி, சேலம். (318, 1071, 481, 1080)
member-paragraph (42, 579, 258, 640)
role-label: துணை அமைப்பாளர்கள் : (726, 529, 816, 538)
role-label: துணை அமைப்பாளர்கள் : (726, 130, 816, 139)
